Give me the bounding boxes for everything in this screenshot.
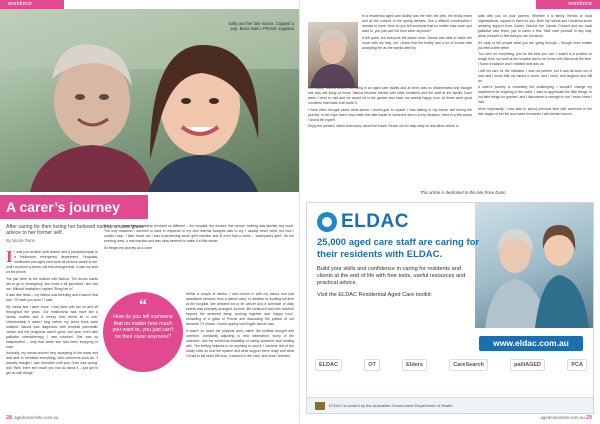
folio	[6, 415, 58, 421]
paragraph: It’s okay to tell people what you are going through – though even makes you feel a little better.	[478, 40, 592, 50]
paragraph: I will not care for the mistakes. I was not perfect, but it was all done out of love and I know that my nanna is loved, and I cried, and laughed and still do.	[478, 68, 592, 83]
paragraph: Within a couple of weeks, I had moved in with my nanna and had assistance services from a district carer, in addition to working full-time at the hospital. We decided not to let cancer and a schedule of daily events was promptly arranged. As time, life continued and new reached beyond the weekend away, cooking together and ‘happy hour’, consisting of a glass of Pimms and discussing the politics of our favourite TV shows. I learnt quickly how fragile cancer was.	[186, 292, 294, 326]
paragraph: walk with you on your journey. Whether it is family, friends or local organisations, support is there for you. Both my Nanna and I received some amazing support from Carers Victoria, the Cancer Council and our local palliative care team, just to name a few. Take care yourself in any way. Allow yourself to feel that you are not alone.	[478, 14, 592, 38]
standfirst: After caring for then losing her beloved nanna, a carer gives advice to her former self.	[6, 224, 144, 237]
ad-body	[317, 266, 477, 299]
partner-logo: palliAGED	[510, 359, 545, 371]
paragraph: In a residential aged care facility was the ride, the pets, the teddy bears and all the colours of the spring dresses. But a difficult conversation I needed to have. How do you tell someone that no matter how much you want to, you just can’t be their carer anymore?	[362, 14, 472, 33]
page-number: 29	[585, 415, 592, 421]
eldac-logo-word: ELDAC	[341, 211, 409, 232]
left-column-3	[186, 292, 294, 410]
article-title: A carer’s journey	[0, 195, 148, 219]
right-column-1b	[308, 86, 472, 186]
partner-logos	[315, 359, 587, 371]
ad-footer-text: ELDAC is funded by the Australian Government Department of Health	[329, 402, 453, 408]
left-column-2	[104, 224, 294, 290]
partner-logo: CareSearch	[449, 359, 488, 371]
byline: By Nicole Dunn	[6, 238, 35, 243]
ad-footer	[307, 397, 594, 413]
eldac-logo	[317, 211, 409, 233]
ad-headline: 25,000 aged care staff are caring for their residents with ELDAC.	[317, 237, 480, 260]
right-page	[300, 0, 600, 424]
paragraph: I was just another shift worker and a physiotherapist in a Melbourne emergency department. Hospitals, healthcare and aged care were all second nature to me, until I received a phone call that changed that. It was my aunt on the phone.	[6, 250, 99, 274]
paragraph: Eventually, Nanna settled into living in an aged care facility and at times was so disorientated she thought she was still living at home. Nanna became friends with other residents and the staff at the facility. Each week I went to visit and we would sit in the garden and have our weekly happy hour. At times were good moments that made it all worth it.	[308, 86, 472, 105]
pull-quote	[103, 292, 183, 372]
partner-logo: OT	[364, 359, 380, 371]
right-column-1a	[362, 14, 472, 84]
page-number: 28	[6, 415, 13, 421]
right-column-2	[478, 14, 592, 188]
feature-photo	[0, 9, 300, 192]
paragraph: A carer’s journey is rewarding but challenging. I wouldn’t change my experience for anything in the world. I want to appreciate the little things, to not take things for granted, and I discovered a strength in me I never knew I had.	[478, 85, 592, 105]
partner-logo: PCA	[567, 359, 587, 371]
left-column-1	[6, 247, 99, 378]
folio-site: agedcareinsite.com.au	[540, 415, 585, 420]
paragraph: It was dire news – my Nanna was bleeding and it wasn’t that bad. “I’ll meet you soon,” I said.	[6, 293, 98, 303]
quote-mark-icon: “	[139, 297, 147, 314]
paragraph: I have often thought about what advice I would give to myself. I was talking to my former self during the journey. In the hope that it may make this little easier to someone who is in my situation, there is a few words I would tell myself.	[308, 107, 472, 122]
drop-cap: I	[6, 247, 13, 266]
paragraph: It felt quick, but everyone felt peace once. Nanna was able to make her move with my help, but I knew that the facility had a lot of trouble with accepting her as the weeks went by.	[362, 35, 472, 50]
portrait-photo	[308, 22, 358, 88]
section-tab: workforce	[536, 0, 600, 9]
paragraph: It wasn’t so much the physical work, rather the endless thought and overtime, constantly adjusting to new information, worry of the unknown, and the emotional instability of caring someone else dealing with. The feeling helpless to do anything to stop it. I became one of the loudly cries as how the system and what support there really and what I’d had to fall since the loss, I reached to the care, and what I learned.	[186, 328, 294, 358]
paragraph: So began my journey as a carer.	[104, 245, 153, 250]
ad-body-paragraph: Visit the ELDAC Residential Aged Care toolkit:	[317, 291, 432, 298]
government-crest-icon	[315, 402, 325, 410]
eldac-advertisement[interactable]	[306, 202, 594, 414]
paragraph: But for me, everything suddenly revolved so different – the hospital, the doctors, the nurses; nothing was familiar any more. The only reactions I seemed to have in response to my own internal thoughts was to cry. I usually never cried, but now I couldn’t stop. I later found out I was experiencing acute grief reaction and Ill even had a name – ‘anticipatory grief’. As the evening drew, a real reaction and was okay seemed to make it a little easier.	[104, 224, 294, 243]
section-tab: workforce	[0, 0, 64, 9]
photo-caption: Sally and her late nanna. Copped a pup. Bona Danu. Photos: supplied	[228, 21, 294, 32]
paragraph: More importantly, I was able to spend precious time with someone in the last stages of her life and made memories I will cherish forever.	[478, 106, 592, 116]
partner-logo: Elders	[402, 359, 427, 371]
partner-logo: ELDAC	[315, 359, 342, 371]
pull-quote-text: How do you tell someone that no matter how much you want to, you just can’t be their carer anymore?	[112, 314, 174, 340]
eldac-logo-icon	[317, 212, 337, 232]
ad-photo	[475, 203, 593, 328]
folio-site: agedcareinsite.com.au	[14, 415, 59, 420]
paragraph: “Ive just been at the doctors with Nanna. The doctor wants her to go to emergency; she looks a bit jaundiced” she told me. Without hesitation I replied “Bring her in”.	[6, 276, 98, 291]
folio	[540, 415, 594, 421]
dedication: This article is dedicated to the late Rose Dunn.	[420, 190, 507, 195]
paragraph: My nanna and I were close. I had lived with her on and off throughout the years. Our relationship was more like a nanna, mother and a breezy best friend all in one. Unfortunately it wasn’t long before my worst fears were realised. Nanna was diagnosed with terminal pancreatic cancer and the prognosis wasn’t good: one year, even with palliative chemotherapy. I was shocked. She was so independent – only that week she had been shopping in town.	[6, 304, 98, 349]
paragraph: Ironically, my nanna worked very accepting of the news and was able to verbalise everything, with comments such as, “I actually thought I was invincible until your Gran was wrong” and “Well, there isn’t much you can do about it – just got to get on with things.”	[6, 351, 98, 376]
ad-body-paragraph: Build your skills and confidence in caring for residents and clients at the end of life with free tools, useful resources and practical advice.	[317, 266, 466, 287]
ad-url-link[interactable]: www.eldac.com.au	[479, 336, 583, 351]
paragraph: You can’t do everything, just do the best you can. I wasn’t in a position to resign from my work at the hospital and to be home with Nanna all the time. I found a balance and I realised that was ok.	[478, 52, 592, 67]
paragraph: Enjoy the present, rather than worry about the future. Reach out for help early on and allow others to	[308, 124, 459, 129]
